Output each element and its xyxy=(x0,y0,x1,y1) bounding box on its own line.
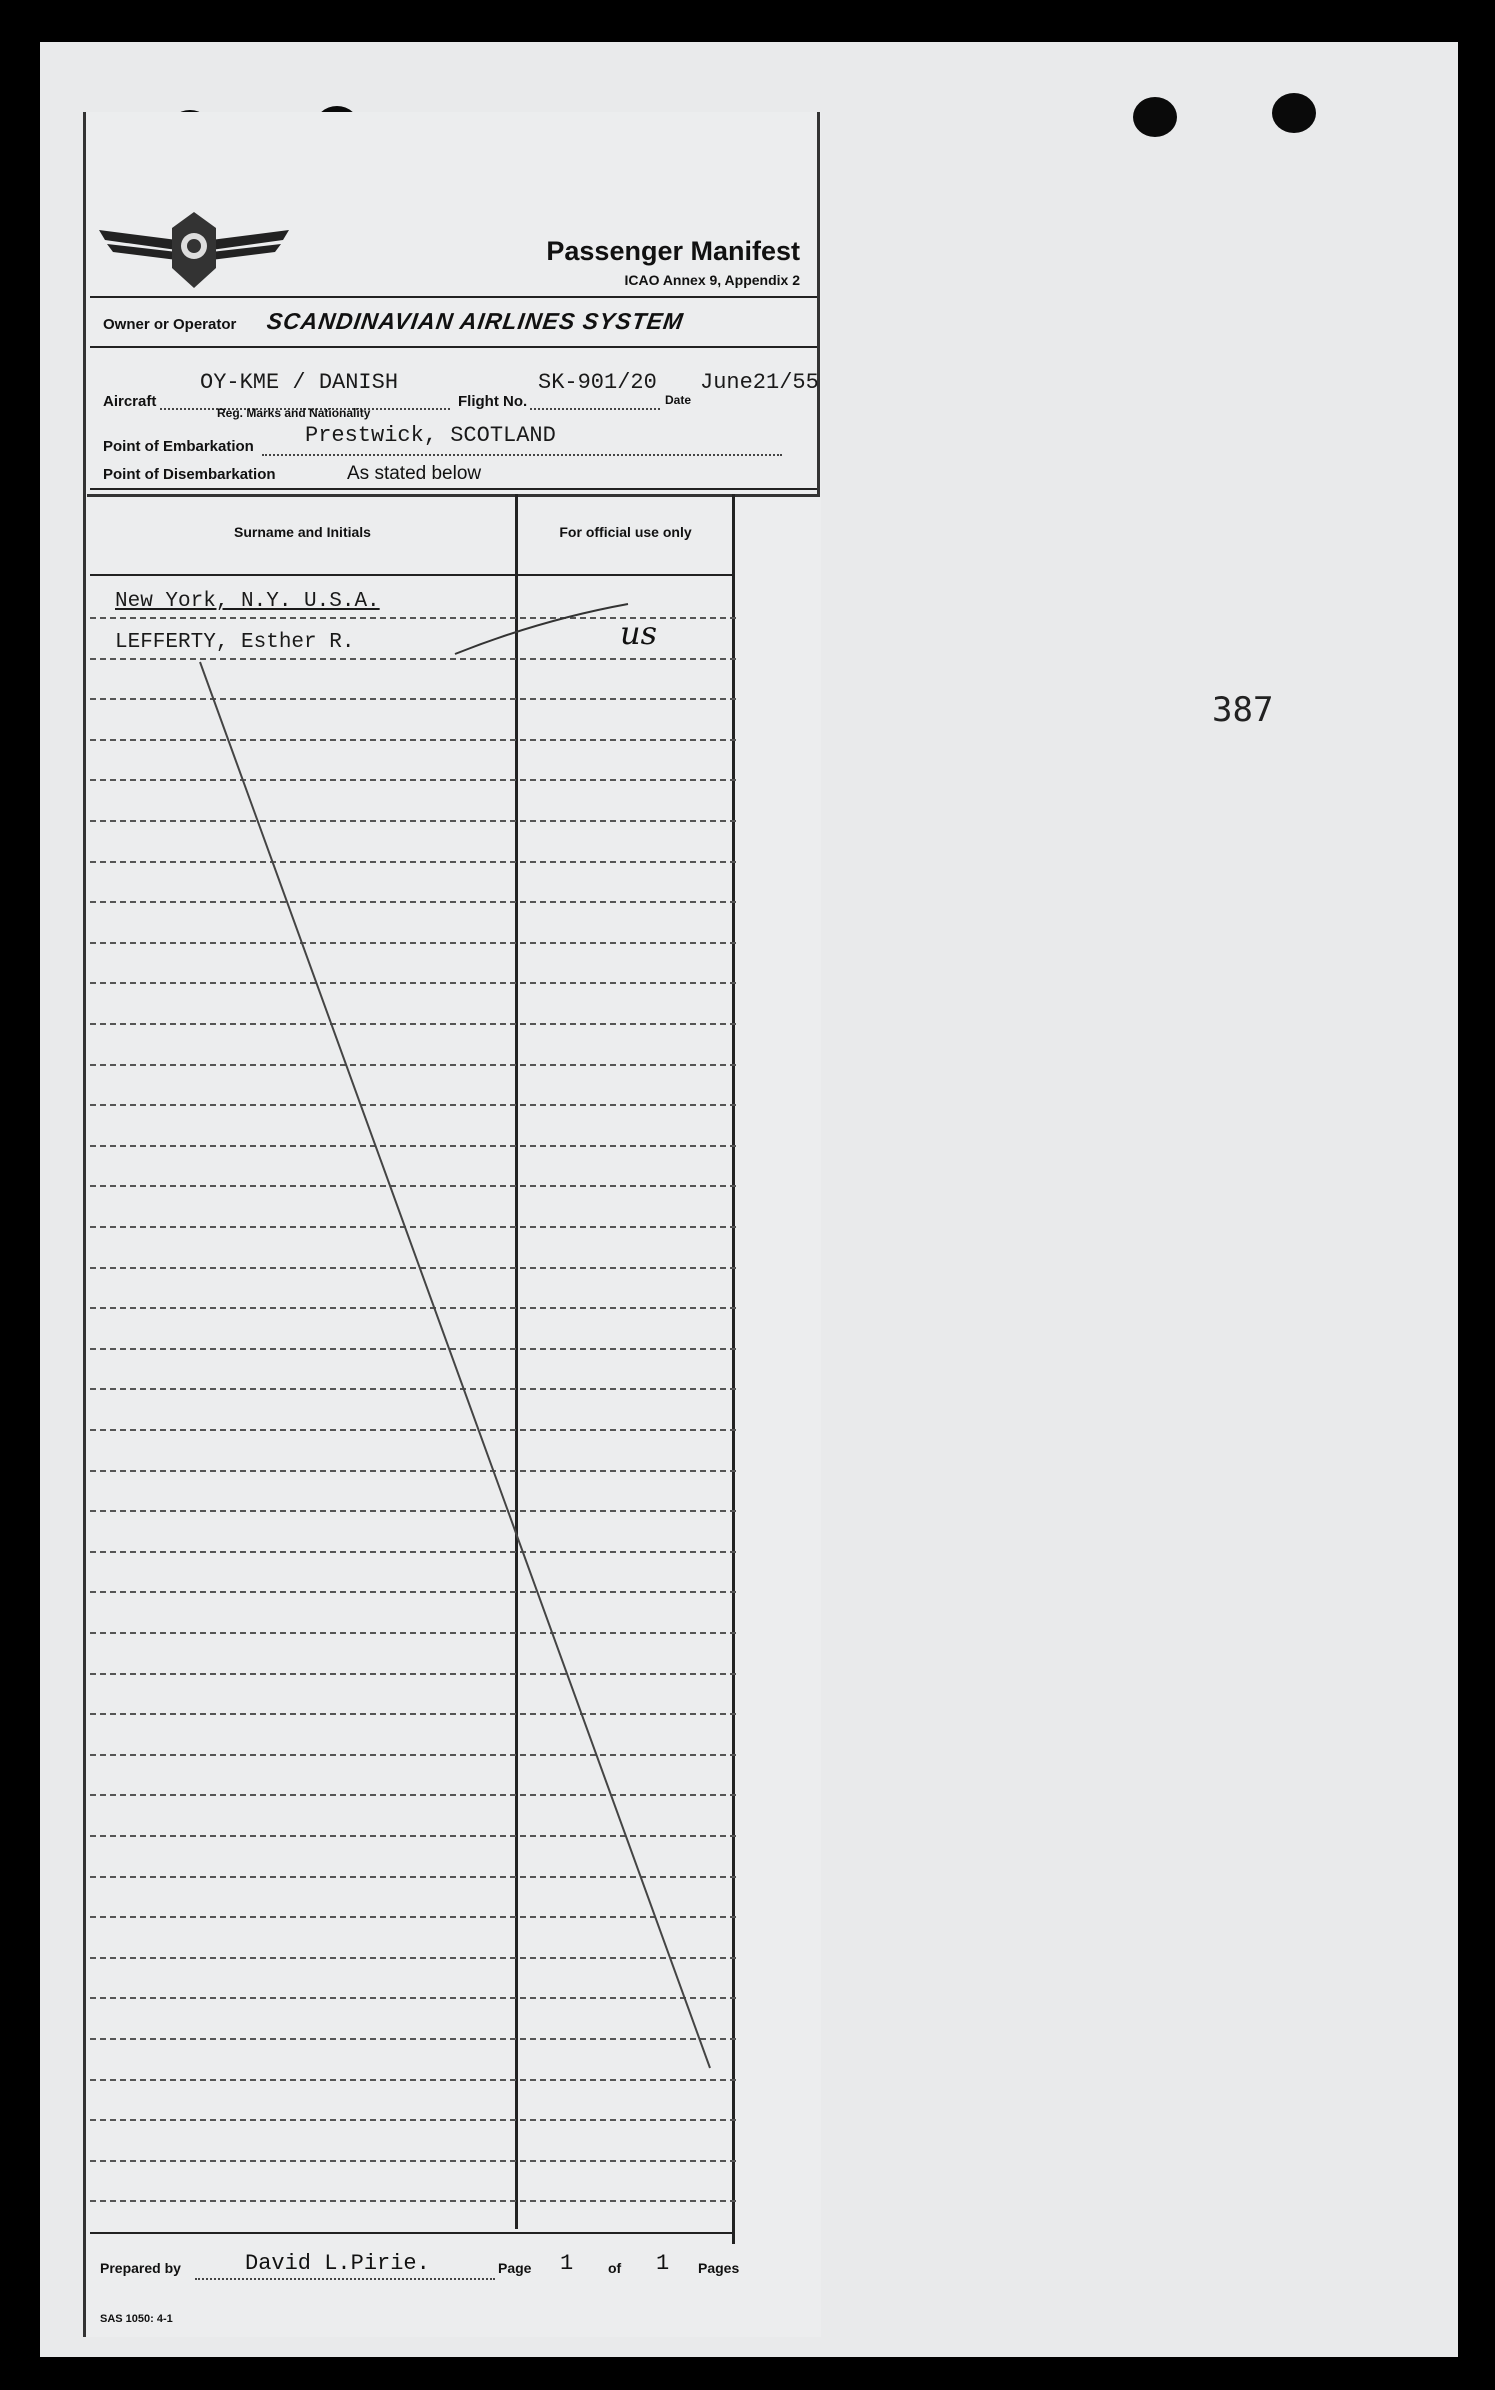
prepared-value: David L.Pirie. xyxy=(245,2251,430,2276)
footer-rule xyxy=(90,2232,734,2234)
date-value: June21/55 xyxy=(700,370,819,395)
disembark-label: Point of Disembarkation xyxy=(103,466,276,483)
form-subtitle: ICAO Annex 9, Appendix 2 xyxy=(624,272,800,288)
of-label: of xyxy=(608,2260,622,2276)
surname-column-header: Surname and Initials xyxy=(234,524,371,540)
stamp-number: 387 xyxy=(1212,690,1274,730)
owner-value: SCANDINAVIAN AIRLINES SYSTEM xyxy=(265,308,686,334)
official-column-header: For official use only xyxy=(559,524,692,540)
form-code: SAS 1050: 4-1 xyxy=(100,2313,173,2325)
prepared-dotline xyxy=(195,2278,495,2280)
aircraft-sub-label: Reg. Marks and Nationality xyxy=(217,406,371,420)
page-value: 1 xyxy=(560,2251,574,2276)
form-title: Passenger Manifest xyxy=(546,236,800,266)
embark-label: Point of Embarkation xyxy=(103,438,254,455)
official-mark: us xyxy=(620,614,658,652)
aircraft-label: Aircraft xyxy=(103,393,157,410)
table-row: New York, N.Y. U.S.A. xyxy=(115,590,380,613)
flight-value: SK-901/20 xyxy=(538,370,657,395)
embark-value: Prestwick, SCOTLAND xyxy=(305,423,556,448)
date-label: Date xyxy=(665,393,692,407)
prepared-label: Prepared by xyxy=(100,2260,181,2276)
of-value: 1 xyxy=(656,2251,670,2276)
flight-label: Flight No. xyxy=(458,393,528,410)
page-label: Page xyxy=(498,2260,532,2276)
owner-label: Owner or Operator xyxy=(103,316,237,333)
aircraft-value: OY-KME / DANISH xyxy=(200,370,399,395)
table-row: LEFFERTY, Esther R. xyxy=(115,631,355,654)
pages-label: Pages xyxy=(698,2260,740,2276)
disembark-value: As stated below xyxy=(347,463,482,484)
